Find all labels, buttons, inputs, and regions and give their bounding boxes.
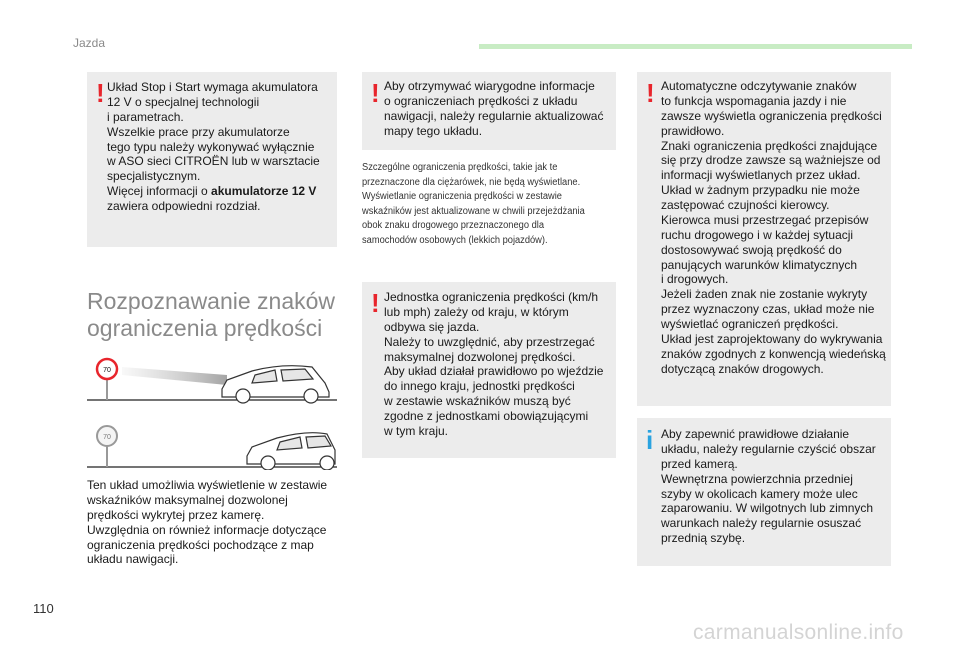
speed-sign-illustration bbox=[87, 345, 337, 470]
car-icon bbox=[247, 433, 335, 470]
warning-box-units: ! Jednostka ograniczenia prędkości (km/h lub mph) zależy od kraju, w którym odbywa się jazda. Należy to uwzględnić, aby przestrzegać maksymalnej dozwolonej prędkości. Aby układ działał prawidłowo po wjeździe do innego kraju, jednostki prędkości w zestawie wskaźników muszą być zgodne z jednostkami obowiązującymi w tym kraju. bbox=[362, 282, 616, 458]
chapter-title: Jazda bbox=[73, 36, 106, 50]
sign-value-bottom: 70 bbox=[103, 434, 111, 441]
page-number: 110 bbox=[33, 601, 54, 616]
warning-box-battery bbox=[87, 72, 337, 247]
info-icon: i bbox=[646, 425, 654, 455]
battery-link-text: akumulatorze 12 V bbox=[211, 184, 317, 199]
sign-value-top: 70 bbox=[103, 367, 111, 374]
scene-top bbox=[87, 359, 337, 403]
description-text: Ten układ umożliwia wyświetlenie w zestawie wskaźników maksymalnej dozwolonej prędkości wykrytej przez kamerę. Uwzględnia on również informacje dotyczące ograniczenia prędkości pochodzące z map układu nawigacji. bbox=[87, 478, 328, 567]
chapter-bar bbox=[479, 44, 912, 49]
warning-exclamation-icon: ! bbox=[96, 78, 105, 108]
watermark: carmanualsonline.info bbox=[693, 621, 904, 644]
warning-exclamation-icon: ! bbox=[371, 288, 380, 318]
warning-text-battery: Układ Stop i Start wymaga akumulatora 12 V o specjalnej technologii i parametrach. Wszelkie prace przy akumulatorze tego typu należy wykonywać wyłącznie w ASO sieci CITROËN lub w warsztacie specjalistycznym. Więcej informacji o akumulatorze 12 V zawiera odpowiedni rozdział. bbox=[107, 80, 320, 213]
section-title: Rozpoznawanie znaków ograniczenia prędkości bbox=[87, 288, 336, 342]
warning-exclamation-icon: ! bbox=[646, 78, 655, 108]
car-icon bbox=[222, 366, 329, 403]
warning-box-navigation: ! Aby otrzymywać wiarygodne informacje o ograniczeniach prędkości z układu nawigacji, należy regularnie aktualizować mapy tego układu. bbox=[362, 72, 616, 150]
warning-exclamation-icon: ! bbox=[371, 78, 380, 108]
info-box-camera: i Aby zapewnić prawidłowe działanie układu, należy regularnie czyścić obszar przed kamerą. Wewnętrzna powierzchnia przedniej szyby w okolicach kamery może ulec zaparowaniu. W wilgotnych lub zimnych warunkach należy regularnie osuszać przednią szybę. bbox=[637, 418, 891, 566]
warning-box-automatic: ! Automatyczne odczytywanie znaków to funkcja wspomagania jazdy i nie zawsze wyświetla ograniczenia prędkości prawidłowo. Znaki ograniczenia prędkości znajdujące się przy drodze zawsze są ważniejsze od informacji wyświetlanych przez układ. Układ w żadnym przypadku nie może zastępować czujności kierowcy. Kierowca musi przestrzegać przepisów ruchu drogowego i w każdej sytuacji dostosowywać swoją prędkość do panujących warunków klimatycznych i drogowych. Jeżeli żaden znak nie zostanie wykryty przez wyznaczony czas, układ może nie wyświetlać ograniczeń prędkości. Układ jest zaprojektowany do wykrywania znaków zgodnych z konwencją wiedeńską dotyczącą znaków drogowych. bbox=[637, 72, 891, 406]
special-limits-note: Szczególne ograniczenia prędkości, takie jak te przeznaczone dla ciężarówek, nie będą wyświetlane. Wyświetlanie ograniczenia prędkości w zestawie wskaźników jest aktualizowane w chwili przejeżdżania obok znaku drogowego przeznaczonego dla samochodów osobowych (lekkich pojazdów). bbox=[362, 162, 585, 246]
scene-bottom bbox=[87, 426, 337, 470]
